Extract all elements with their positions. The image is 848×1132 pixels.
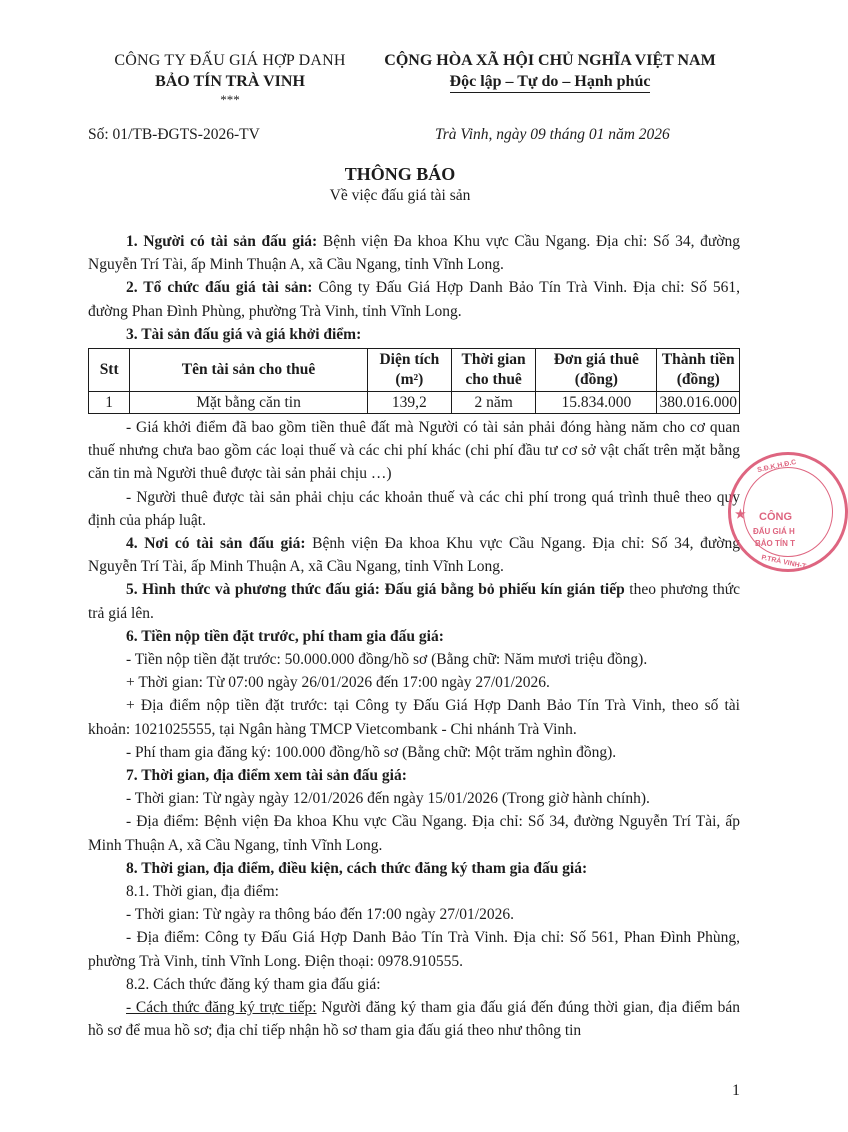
stamp-mid-text: ĐẤU GIÁ H [753,527,795,536]
section-4-label: 4. Nơi có tài sản đấu giá: [126,535,306,553]
note-1: - Giá khởi điểm đã bao gồm tiền thuê đất mà Người có tài sản phải đóng hàng năm cho cơ quan thuế nhưng chưa bao gồm các loại thuế và các chi phí khác (chi phí đầu tư cơ sở vật chất trên mặt bằng căn tin mà Người thuê được tài sản phải chịu …) [88,419,740,483]
section-6-label: 6. Tiền nộp tiền đặt trước, phí tham gia đấu giá: [126,627,444,645]
header-price-line2: (đồng) [574,371,618,389]
header-price [536,349,657,392]
cell-stt: 1 [89,392,130,414]
document-number: Số: 01/TB-ĐGTS-2026-TV [88,126,260,143]
header-price-line1: Đơn giá thuê [553,351,639,369]
stamp-star-icon: ★ [735,507,746,521]
section-7-line1: - Thời gian: Từ ngày ngày 12/01/2026 đến ngày 15/01/2026 (Trong giờ hành chính). [126,790,650,808]
section-5-label: 5. Hình thức và phương thức đấu giá: Đấu giá bằng bỏ phiếu kín gián tiếp [126,581,625,599]
section-8-line4: 8.2. Cách thức đăng ký tham gia đấu giá: [126,975,381,993]
cell-time: 2 năm [452,392,536,414]
section-8-line5 [88,996,740,1042]
stamp-low-text: BẢO TÍN T [755,539,795,548]
section-8-line1: 8.1. Thời gian, địa điểm: [126,883,279,901]
section-6-line1: - Tiền nộp tiền đặt trước: 50.000.000 đồng/hồ sơ (Bằng chữ: Năm mươi triệu đồng). [126,651,648,669]
header-area-line1: Diện tích [379,351,440,369]
section-7-label: 7. Thời gian, địa điểm xem tài sản đấu giá: [126,767,407,785]
stamp-bottom-text: P.TRÀ VINH-T [760,554,807,571]
section-1-text: Bệnh viện Đa khoa Khu vực Cầu Ngang. Địa chỉ: Số 34, đường Nguyễn Trí Tài, ấp Minh Thuận A, xã Cầu Ngang, tỉnh Vĩnh Long. [88,233,740,274]
document-title: THÔNG BÁO [344,164,456,184]
section-8-line3: - Địa điểm: Công ty Đấu Giá Hợp Danh Bảo Tín Trà Vinh. Địa chỉ: Số 561, Phan Đình Phùng, phường Trà Vinh, tỉnh Vĩnh Long. Điện thoại: 0978.910555. [88,929,740,970]
header-total [657,349,740,392]
asset-table [88,348,740,414]
header-stt-text: Stt [99,361,119,379]
section-8 [88,857,740,880]
header-time-line2: cho thuê [465,371,522,389]
organization-name-line1: CÔNG TY ĐẤU GIÁ HỢP DANH [114,52,346,69]
section-8-line2: - Thời gian: Từ ngày ra thông báo đến 17:00 ngày 27/01/2026. [126,906,514,924]
table-header-row [89,349,740,392]
section-6-line4: - Phí tham gia đăng ký: 100.000 đồng/hồ sơ (Bằng chữ: Một trăm nghìn đồng). [126,743,617,761]
organization-header [80,52,380,108]
note-2: - Người thuê được tài sản phải chịu các khoản thuế và các chi phí trong quá trình thuê theo quy định của pháp luật. [88,488,740,529]
section-5-text: theo phương thức trả giá lên. [88,581,740,622]
document-body [88,230,740,1043]
stamp-main-text: CÔNG [759,511,792,523]
section-6 [88,625,740,648]
document-subtitle: Về việc đấu giá tài sản [329,187,471,204]
header-stars: *** [220,92,240,107]
section-1 [88,230,740,276]
section-7 [88,764,740,787]
stamp-top-text: S.Đ.K.H.Đ.C [756,458,797,475]
document-date: Trà Vinh, ngày 09 tháng 01 năm 2026 [435,126,670,143]
national-header [365,52,735,93]
header-name [130,349,367,392]
red-seal-stamp [728,452,848,572]
section-8-line5-label: - Cách thức đăng ký trực tiếp: [126,999,317,1017]
header-time [452,349,536,392]
cell-total: 380.016.000 [657,392,740,414]
header-total-line2: (đồng) [676,371,720,389]
cell-area: 139,2 [367,392,451,414]
section-7-line2: - Địa điểm: Bệnh viện Đa khoa Khu vực Cầu Ngang. Địa chỉ: Số 34, đường Nguyễn Trí Tài, ấp Minh Thuận A, xã Cầu Ngang, tỉnh Vĩnh Long. [88,813,740,854]
header-total-line1: Thành tiền [661,351,735,369]
page-number: 1 [732,1082,740,1099]
header-area-line2: (m²) [395,371,424,389]
section-4 [88,532,740,578]
nation-title: CỘNG HÒA XÃ HỘI CHỦ NGHĨA VIỆT NAM [384,52,716,69]
section-5 [88,578,740,624]
section-2-text: Công ty Đấu Giá Hợp Danh Bảo Tín Trà Vinh. Địa chỉ: Số 561, đường Phan Đình Phùng, phường Trà Vinh, tỉnh Vĩnh Long. [88,279,740,320]
section-6-line3: + Địa điểm nộp tiền đặt trước: tại Công ty Đấu Giá Hợp Danh Bảo Tín Trà Vinh, theo số tài khoản: 1021025555, tại Ngân hàng TMCP Vietcombank - Chi nhánh Trà Vinh. [88,697,740,738]
header-time-line1: Thời gian [461,351,526,369]
section-3-label: 3. Tài sản đấu giá và giá khởi điểm: [126,325,362,343]
table-row [89,392,740,414]
section-2 [88,276,740,322]
header-name-text: Tên tài sản cho thuê [181,361,316,379]
section-2-label: 2. Tổ chức đấu giá tài sản: [126,279,313,297]
section-1-label: 1. Người có tài sản đấu giá: [126,233,318,250]
header-stt [89,349,130,392]
organization-name-line2: BẢO TÍN TRÀ VINH [155,73,305,90]
header-area [367,349,451,392]
section-8-line5-text: Người đăng ký tham gia đấu giá đến đúng thời gian, địa điểm bán hồ sơ để mua hồ sơ; địa chỉ tiếp nhận hồ sơ tham gia đấu giá theo như thông tin [88,999,740,1040]
cell-price: 15.834.000 [536,392,657,414]
section-4-text: Bệnh viện Đa khoa Khu vực Cầu Ngang. Địa chỉ: Số 34, đường Nguyễn Trí Tài, ấp Minh Thuận A, xã Cầu Ngang, tỉnh Vĩnh Long. [88,535,741,576]
section-3 [88,323,740,346]
section-8-label: 8. Thời gian, địa điểm, điều kiện, cách thức đăng ký tham gia đấu giá: [126,859,588,877]
national-motto: Độc lập – Tự do – Hạnh phúc [450,73,651,93]
section-6-line2: + Thời gian: Từ 07:00 ngày 26/01/2026 đến 17:00 ngày 27/01/2026. [126,674,550,692]
cell-name: Mặt bằng căn tin [130,392,367,414]
